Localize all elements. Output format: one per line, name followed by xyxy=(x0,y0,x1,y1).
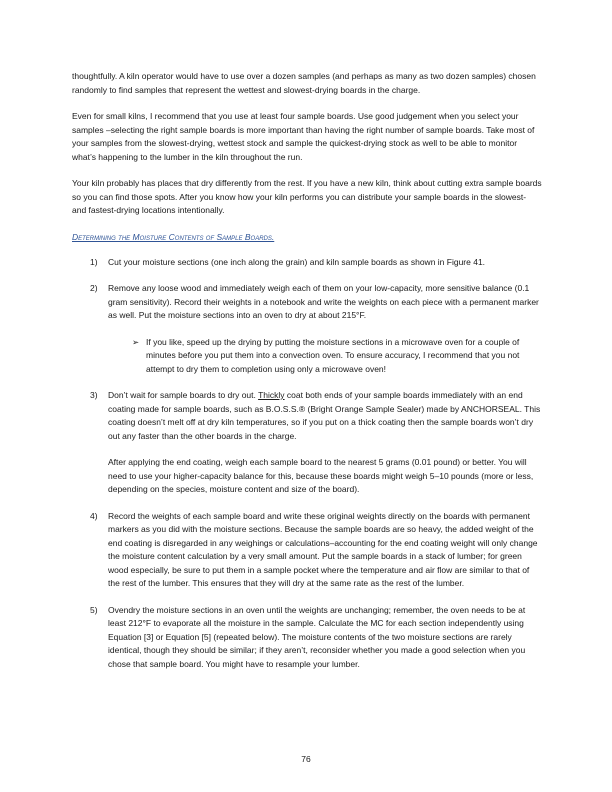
list-number: 5) xyxy=(90,604,98,615)
list-item-text: Record the weights of each sample board and write these original weights directly on the boards with permanent markers as you did with the moisture sections. Because the sample boards are so heavy, the added weight of the end coating is disregarded in any weighings or calculations–accounting for the end coating weight will only change the moisture content calculation by a very small amount. Put the sample boards in a stack of lumber; for green wood especially, be sure to put them in a sample pocket where the temperature and air flow are similar to that of the rest of the lumber. This ensures that they will dry at the same rate as the rest of the lumber. xyxy=(108,510,538,588)
section-heading: Determining the Moisture Contents of Sample Boards. xyxy=(72,231,275,242)
arrow-bullet-icon: ➢ xyxy=(132,336,140,347)
paragraph-kiln-places: Your kiln probably has places that dry differently from the rest. If you have a new kiln, think about cutting extra sample boards so you can find those spots. After you know how your kiln performs you can distribute your sample boards in the slowest- and fastest-drying locations intentionally. xyxy=(72,178,542,215)
list-number: 1) xyxy=(90,256,98,267)
list-item-text xyxy=(108,389,542,443)
list-item-2 xyxy=(72,282,542,323)
list-item-rest-text: coat both ends of your sample boards immediately with an end coating made for sample boards, such as B.O.S.S.® (Bright Orange Sample Sealer) made by ANCHORSEAL. This coating doesn’t melt off at dry kiln temperatures, so if you put on a thick coating then the sample boards won’t dry out any faster than the other boards in the charge. xyxy=(108,390,541,441)
paragraph-small-kilns: Even for small kilns, I recommend that you use at least four sample boards. Use good judgement when you select your samples –selecting the right sample boards is more important than having the right number of sample boards. Take most of your samples from the slowest-drying, wettest stock and sample the quickest-drying stock as well to be able to monitor what’s happening to the lumber in the kiln throughout the run. xyxy=(72,111,535,162)
list-item-3 xyxy=(72,389,542,443)
sub-bullet-item xyxy=(72,336,542,377)
list-item-text: Cut your moisture sections (one inch along the grain) and kiln sample boards as shown in Figure 41. xyxy=(108,256,486,267)
page-number: 76 xyxy=(301,754,311,764)
paragraph-samples-count: thoughtfully. A kiln operator would have to use over a dozen samples (and perhaps as many as two dozen samples) chosen randomly to find samples that represent the wettest and slowest-drying boards in the charge. xyxy=(72,71,536,95)
list-item-4 xyxy=(72,510,542,591)
list-item-3-continuation: After applying the end coating, weigh each sample board to the nearest 5 grams (0.01 pound) or better. You will need to use your higher-capacity balance for this, because these boards might weigh 5–10 pounds (more or less, depending on the species, moisture content and size of the board). xyxy=(108,457,534,494)
list-item-text: Ovendry the moisture sections in an oven until the weights are unchanging; remember, the oven needs to be at least 212°F to evaporate all the moisture in the sample. Calculate the MC for each section independently using Equation [3] or Equation [5] (repeated below). The moisture contents of the two moisture sections are rarely identical, though they should be similar; if they aren’t, reconsider whether you made a good selection when you chose that sample board. You might have to resample your lumber. xyxy=(108,604,526,669)
list-item-5 xyxy=(72,604,542,672)
list-item-1 xyxy=(72,256,542,270)
list-number: 3) xyxy=(90,390,98,400)
sub-bullet-text: If you like, speed up the drying by putting the moisture sections in a microwave oven for a couple of minutes before you put them into a convection oven. To ensure accuracy, I recommend that you not attempt to dry them to completion using only a microwave oven! xyxy=(146,336,520,374)
list-number: 2) xyxy=(90,283,98,293)
list-number: 4) xyxy=(90,510,98,521)
list-item-text: Remove any loose wood and immediately weigh each of them on your low-capacity, more sensitive balance (0.1 gram sensitivity). Record their weights in a notebook and write the weights on each piece with a permanent marker as well. Put the moisture sections into an oven to dry at about 215°F. xyxy=(108,283,539,320)
document-page xyxy=(72,70,542,684)
underlined-word: Thickly xyxy=(258,390,285,400)
list-item-lead-text: Don’t wait for sample boards to dry out. xyxy=(108,390,259,400)
